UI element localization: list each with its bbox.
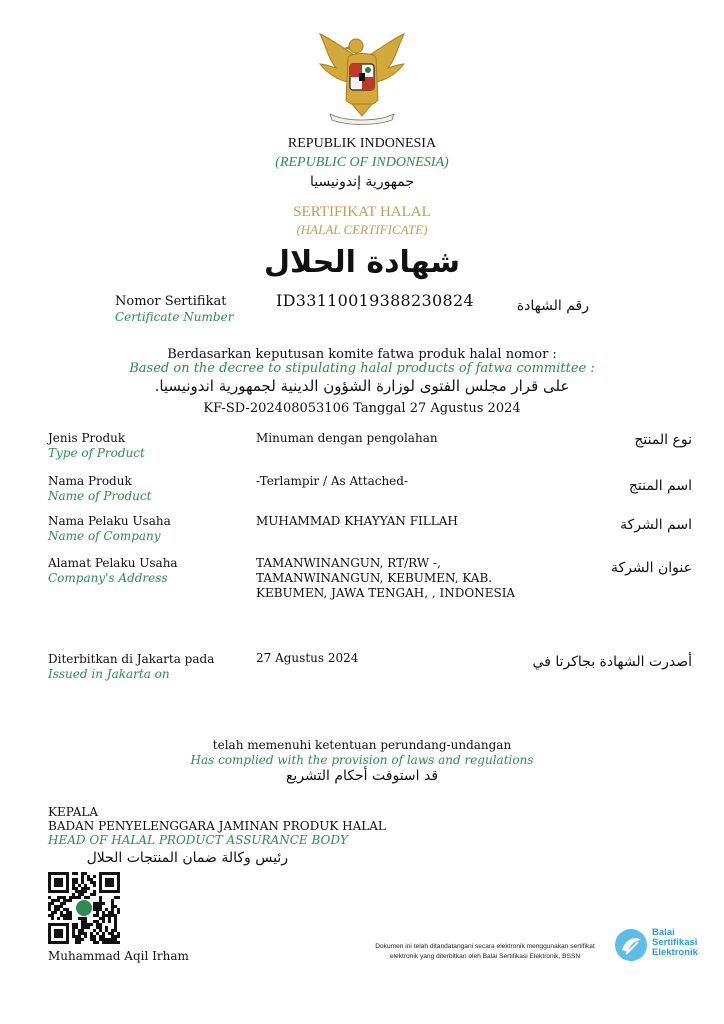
republic-title-id: REPUBLIK INDONESIA — [287, 136, 437, 151]
republic-title-en: (REPUBLIC OF INDONESIA) — [275, 155, 449, 170]
decree-line-ar: على قرار مجلس الفتوى لوزارة الشؤون الدينية لجمهورية اندونيسيا. — [154, 377, 570, 395]
signatory-title-2: BADAN PENYELENGGARA JAMINAN PRODUK HALAL — [48, 819, 386, 833]
bsre-wordmark — [652, 928, 698, 958]
field-company-label-ar: اسم الشركة — [620, 517, 692, 533]
field-type-label-en: Type of Product — [48, 446, 145, 460]
issued-label — [48, 652, 214, 682]
field-company-label — [48, 514, 248, 544]
field-product-label — [48, 474, 248, 504]
cert-number-value: ID33110019388230824 — [276, 291, 474, 310]
cert-number-label-en: Certificate Number — [115, 310, 234, 324]
cert-number-label-id: Nomor Sertifikat — [115, 294, 227, 309]
compliance-line-ar: قد استوفت أحكام التشريع — [285, 768, 439, 784]
note-line-1: Dokumen ini telah ditandatangani secara elektronik menggunakan sertifikat — [375, 943, 595, 950]
compliance-line-id: telah memenuhi ketentuan perundang-undangan — [212, 738, 512, 752]
signatory-block — [48, 805, 386, 847]
qr-code-icon — [48, 872, 120, 944]
bsre-line-1: Balai — [652, 927, 675, 938]
field-type-value: Minuman dengan pengolahan — [256, 431, 438, 445]
field-company-value: MUHAMMAD KHAYYAN FILLAH — [256, 514, 458, 528]
field-address-label-en: Company's Address — [48, 571, 168, 585]
garuda-pancasila-icon — [316, 30, 408, 125]
cert-number-label-ar: رقم الشهادة — [516, 298, 589, 314]
signatory-name: Muhammad Aqil Irham — [48, 949, 189, 963]
bsre-line-2: Sertifikasi — [652, 937, 698, 948]
field-address-label — [48, 556, 248, 586]
field-type-label — [48, 431, 248, 461]
signatory-title-1: KEPALA — [48, 805, 98, 819]
field-product-label-id: Nama Produk — [48, 474, 132, 488]
bsre-logo — [614, 928, 714, 964]
field-product-label-ar: اسم المنتج — [628, 478, 692, 494]
issued-label-en: Issued in Jakarta on — [48, 667, 170, 681]
field-type-label-ar: نوع المنتج — [634, 432, 692, 448]
field-company-label-en: Name of Company — [48, 529, 161, 543]
field-product-label-en: Name of Product — [48, 489, 152, 503]
compliance-line-en: Has complied with the provision of laws and regulations — [190, 753, 534, 767]
field-address-label-id: Alamat Pelaku Usaha — [48, 556, 178, 570]
garuda-emblem — [316, 30, 408, 125]
field-company-label-id: Nama Pelaku Usaha — [48, 514, 171, 528]
decree-line-id: Berdasarkan keputusan komite fatwa produk halal nomor : — [167, 347, 557, 362]
field-address-label-ar: عنوان الشركة — [611, 560, 692, 576]
certificate-title-id: SERTIFIKAT HALAL — [293, 204, 431, 220]
issued-date: 27 Agustus 2024 — [256, 651, 359, 665]
note-line-2: elektronik yang diterbitkan oleh Balai Sertifikasi Elektronik, BSSN — [389, 953, 581, 960]
field-product-value: -Terlampir / As Attached- — [256, 474, 409, 488]
electronic-signature-note — [360, 942, 610, 962]
bsre-emblem-icon — [614, 928, 648, 962]
decree-line-en: Based on the decree to stipulating halal products of fatwa committee : — [129, 361, 595, 376]
certificate-title-en: (HALAL CERTIFICATE) — [296, 222, 428, 237]
decree-number: KF-SD-202408053106 Tanggal 27 Agustus 2024 — [203, 401, 521, 416]
republic-title-ar: جمهورية إندونيسيا — [309, 174, 415, 190]
issued-label-ar: أصدرت الشهادة بجاكرتا في — [532, 654, 692, 670]
bsre-line-3: Elektronik — [652, 947, 698, 958]
signatory-title-ar: رئيس وكالة ضمان المنتجات الحلال — [86, 850, 288, 866]
field-type-label-id: Jenis Produk — [48, 431, 126, 445]
certificate-title-ar: شهادة الحلال — [263, 245, 461, 280]
signatory-title-en: HEAD OF HALAL PRODUCT ASSURANCE BODY — [48, 833, 348, 847]
issued-label-id: Diterbitkan di Jakarta pada — [48, 652, 215, 666]
field-address-value: TAMANWINANGUN, RT/RW -, TAMANWINANGUN, KEBUMEN, KAB. KEBUMEN, JAWA TENGAH, , INDONESIA — [256, 556, 516, 600]
qr-code[interactable] — [48, 872, 120, 944]
